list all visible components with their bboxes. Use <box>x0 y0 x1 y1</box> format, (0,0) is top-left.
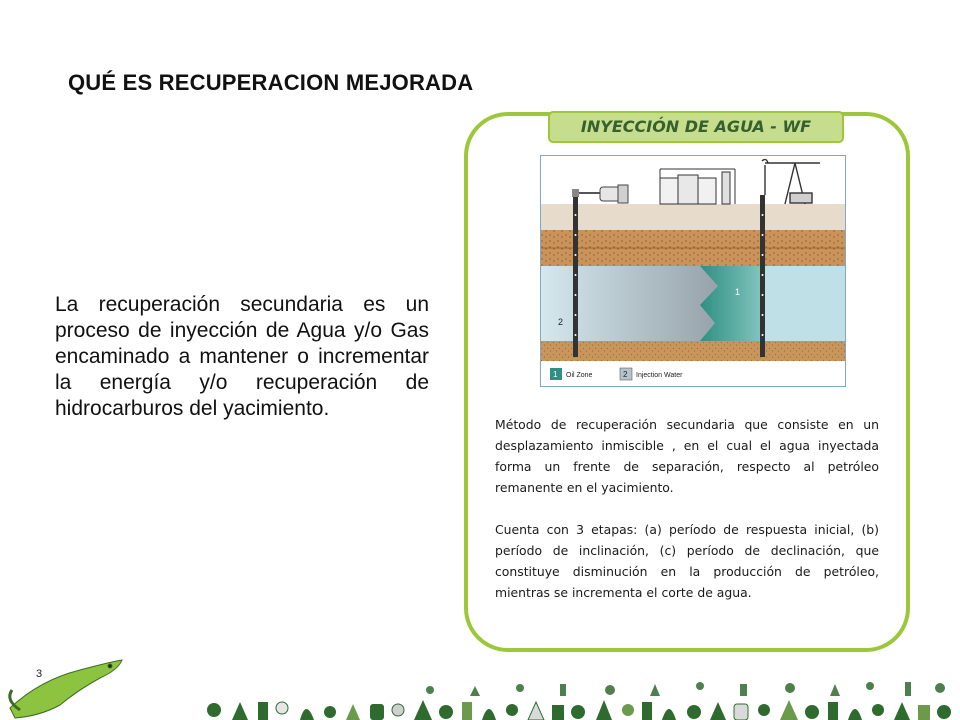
decorative-footer <box>0 650 960 720</box>
surface-layer <box>541 204 845 230</box>
iguana-logo-icon <box>10 660 122 718</box>
waterflood-diagram <box>540 155 846 387</box>
description-paragraph-1: Método de recuperación secundaria que consiste en un desplazamiento inmiscible , en el cual el agua inyectada forma un frente de separación, respecto al petróleo remanente en el yacimiento. <box>495 417 879 495</box>
footer-pattern-upper <box>426 682 945 696</box>
page-number: 3 <box>36 668 43 680</box>
slide-title: QUÉ ES RECUPERACION MEJORADA <box>68 70 474 95</box>
panel-tab-label: INYECCIÓN DE AGUA - WF <box>548 111 844 143</box>
panel-description <box>495 414 879 624</box>
zone-2-label: 2 <box>558 317 564 327</box>
zone-1-label: 1 <box>735 287 741 297</box>
legend-label-2: Injection Water <box>636 372 683 379</box>
legend-label-1: Oil Zone <box>566 372 593 379</box>
main-paragraph: La recuperación secundaria es un proceso de inyección de Agua y/o Gas encaminado a mantener o incrementar la energía y/o recuperación de hidrocarburos del yacimiento. <box>55 293 429 420</box>
footer-pattern <box>200 698 960 720</box>
legend-num-1: 1 <box>553 370 558 379</box>
description-paragraph-2: Cuenta con 3 etapas: (a) período de respuesta inicial, (b) período de inclinación, (c) período de declinación, que constituye disminución en la producción de petróleo, mientras se incrementa el corte de agua. <box>495 522 879 600</box>
legend-num-2: 2 <box>623 370 628 379</box>
bottom-layer <box>541 341 845 361</box>
reservoir-right <box>760 266 845 341</box>
